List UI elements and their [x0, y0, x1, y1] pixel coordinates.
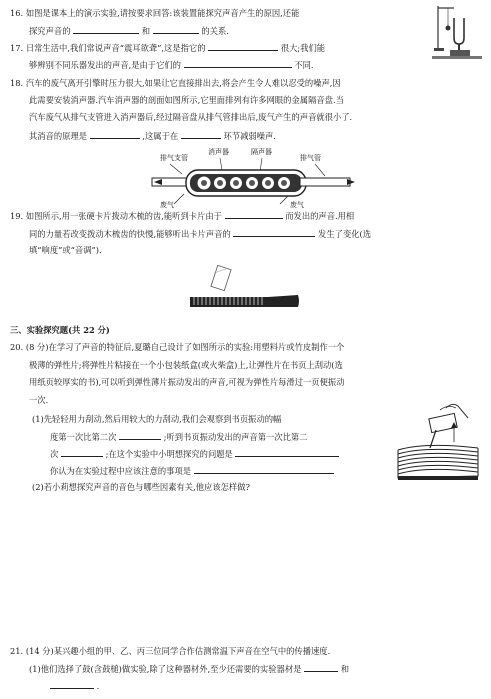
q17-text-2b: 不同.: [294, 60, 314, 70]
q18-text-2: 此需要安装消声器.汽车消声器的剖面如图所示,它里面排列有许多网眼的金属隔音盘.当: [29, 95, 344, 105]
q16-text-2c: 的关系.: [201, 26, 229, 36]
q20-p1-text-4a: 你认为在实验过程中应该注意的事项是: [50, 466, 192, 476]
q18-line-1: [10, 78, 341, 89]
q19-line-2: [29, 228, 371, 240]
q18-line-3: [29, 112, 352, 123]
q20-blank-2[interactable]: [61, 448, 103, 457]
q16-text-2a: 探究声音的: [29, 26, 71, 36]
q21-blank-1[interactable]: [304, 663, 338, 672]
q20-blank-4[interactable]: [194, 465, 334, 474]
book-scrape-figure: [396, 400, 482, 482]
q20-p1-line-2: [50, 431, 308, 443]
q19-line-1: [10, 210, 354, 222]
q20-p1-text-2a: 度第一次比第二次: [50, 432, 117, 442]
q20-p2-line: [32, 482, 250, 493]
q17-line-2: [29, 59, 314, 71]
muffler-drawing: [150, 148, 360, 210]
label-muffler: 消声器: [208, 148, 229, 156]
q16-text-1: 16. 如图是课本上的演示实验,请按要求回答:该装置能探究声音产生的原因,还能: [10, 8, 300, 18]
q19-text-3: 填“响度”或“音调”).: [29, 245, 102, 255]
q19-text-1a: 19. 如图所示,用一张硬卡片拨动木梳的齿,能听到卡片由于: [10, 211, 222, 221]
q18-text-4b: ,这属于在: [142, 131, 179, 141]
q17-text-1a: 17. 日常生活中,我们常说声音“震耳欲聋”,这是指它的: [10, 43, 206, 53]
q19-blank-2[interactable]: [233, 228, 315, 237]
q20-text-1: 20. (8 分)在学习了声音的特征后,夏璐自己设计了如图所示的实验:用塑料片或竹皮制作一个: [10, 342, 345, 352]
label-pipe-out: 排气管: [300, 154, 321, 162]
q18-text-1: 18. 汽车的废气离开引擎时压力很大,如果让它直接排出去,将会产生令人难以忍受的噪声,因: [10, 78, 341, 88]
q20-p1-line-3: [50, 448, 339, 460]
q21-text-2a: (1)他们选择了鼓(含鼓槌)做实验,除了这种器材外,至少还需要的实验器材是: [29, 664, 302, 674]
q16-blank-1[interactable]: [73, 25, 139, 34]
q20-p1-line-1: [32, 414, 281, 425]
q18-text-4c: 环节减弱噪声.: [223, 131, 276, 141]
q20-text-3: 用纸页较厚实的书),可以听到弹性薄片振动发出的声音,可视为弹性片每滑过一页便振动: [29, 377, 345, 387]
q17-text-1b: 很大;我们能: [280, 43, 326, 53]
q20-p1-text-1: (1)先轻轻用力刮动,然后用较大的力刮动,我们会观察到书页振动的幅: [32, 414, 282, 424]
q16-line-2: [29, 25, 229, 37]
q19-text-2a: 同的力量若改变拨动木梳齿的快慢,能够听出卡片声音的: [29, 229, 231, 239]
q21-blank-2[interactable]: [50, 680, 94, 689]
q18-line-4: [29, 130, 276, 142]
q21-period: .: [96, 681, 100, 691]
comb-card-figure: [188, 265, 300, 315]
q19-line-3: [29, 245, 102, 256]
tuning-fork-figure: [432, 4, 484, 62]
label-waste-gas-right: 废气: [290, 201, 304, 209]
q20-p1-line-4: [50, 465, 334, 477]
q20-p2-text: (2)若小莉想探究声音的音色与哪些因素有关,他应该怎样做?: [32, 482, 250, 492]
q17-blank-2[interactable]: [184, 59, 292, 68]
q18-blank-1[interactable]: [90, 130, 140, 139]
q20-blank-3[interactable]: [235, 448, 339, 457]
q17-text-2a: 够辨别不同乐器发出的声音,是由于它们的: [29, 60, 181, 70]
q20-text-2: 极薄的弹性片;将弹性片粘接在一个小包装纸盒(或火柴盒)上,让弹性片在书页上刮动(选: [29, 360, 343, 370]
q21-line-2: [29, 663, 349, 675]
label-waste-gas-left: 废气: [160, 201, 174, 209]
q20-line-2: [29, 360, 343, 371]
q20-line-1: [10, 342, 344, 353]
q16-line-1: [10, 8, 299, 19]
q21-line-1: [10, 646, 330, 657]
q18-text-4a: 其消音的原理是: [29, 131, 88, 141]
q20-blank-1[interactable]: [119, 431, 161, 440]
q18-blank-2[interactable]: [181, 130, 221, 139]
q20-line-4: [29, 395, 48, 406]
q18-text-3: 汽车废气从排气支管进入消声器后,经过隔音盘从排气管排出后,废气产生的声音就很小了.: [29, 112, 353, 122]
label-plate: 隔声器: [251, 148, 272, 156]
q19-text-2b: 发生了变化(选: [318, 229, 372, 239]
q19-text-1b: 而发出的声音.用相: [285, 211, 355, 221]
label-pipe-in: 排气支管: [160, 154, 188, 162]
q21-line-3: [50, 680, 99, 692]
q20-p1-text-2b: ;听到书页振动发出的声音第一次比第二: [163, 432, 308, 442]
q21-text-2b: 和: [340, 664, 350, 674]
q20-p1-text-3b: ;在这个实验中小明想探究的问题是: [105, 449, 233, 459]
q16-text-2b: 和: [141, 26, 151, 36]
q16-blank-2[interactable]: [153, 25, 199, 34]
q17-line-1: [10, 42, 325, 54]
q18-line-2: [29, 95, 344, 106]
section-3-title: 三、实验探究题(共 22 分): [10, 325, 110, 335]
q20-text-4: 一次.: [29, 395, 49, 405]
q20-line-3: [29, 377, 345, 388]
q17-blank-1[interactable]: [208, 42, 278, 51]
q20-p1-text-3a: 次: [50, 449, 59, 459]
q19-blank-1[interactable]: [225, 210, 283, 219]
q21-text-1: 21. (14 分)某兴趣小组的甲、乙、丙三位同学合作估测常温下声音在空气中的传播速度.: [10, 646, 331, 656]
muffler-figure: [150, 148, 360, 210]
